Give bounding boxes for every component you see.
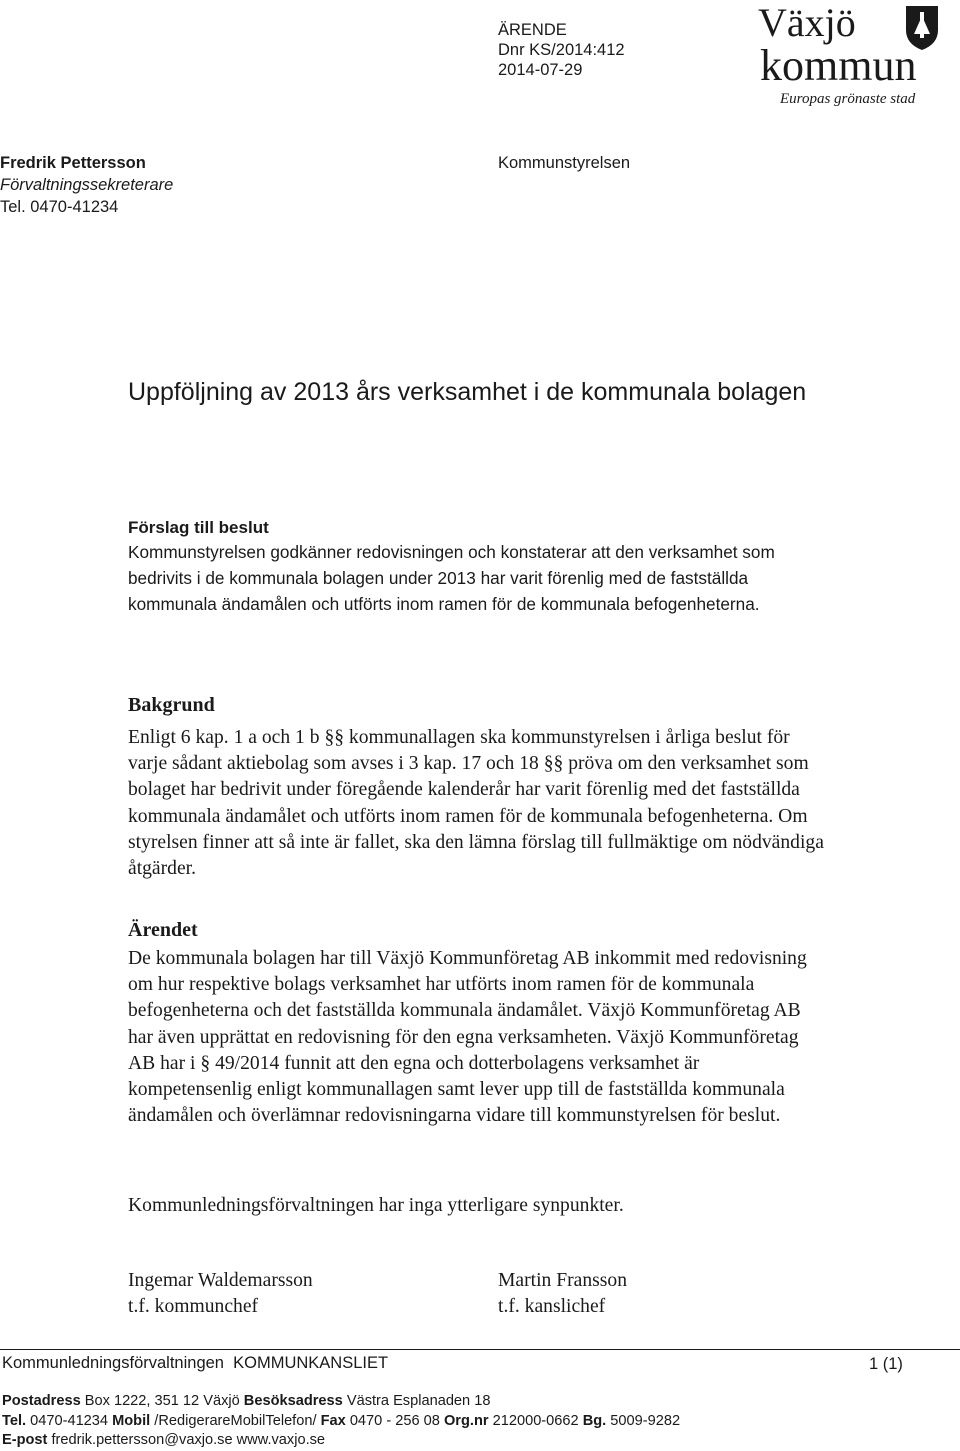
signature-name: Martin Fransson — [498, 1270, 627, 1291]
orgnr-value: 212000-0662 — [492, 1412, 579, 1429]
signature-title: t.f. kanslichef — [498, 1296, 606, 1317]
fax-value: 0470 - 256 08 — [349, 1412, 440, 1429]
sender-phone: Tel. 0470-41234 — [0, 198, 119, 216]
website-link[interactable]: www.vaxjo.se — [236, 1432, 326, 1449]
fax-label: Fax — [320, 1412, 346, 1429]
sender-name: Fredrik Pettersson — [0, 154, 146, 172]
sender-role: Förvaltningssekreterare — [0, 176, 174, 194]
background-heading: Bakgrund — [128, 694, 215, 716]
bg-label: Bg. — [582, 1412, 607, 1429]
tel-value: 0470-41234 — [30, 1412, 109, 1429]
document-header — [498, 20, 625, 80]
footer-divider — [0, 1349, 960, 1350]
footer-email-row — [2, 1431, 680, 1451]
tel-label: Tel. — [2, 1412, 27, 1429]
footer-phone-row — [2, 1412, 680, 1432]
mobile-value: /RedigerareMobilTelefon/ — [154, 1412, 317, 1429]
visit-value: Västra Esplanaden 18 — [346, 1393, 491, 1409]
postal-value: Box 1222, 351 12 Växjö — [84, 1393, 240, 1409]
logo-line1: Växjö — [758, 2, 856, 45]
logo-tagline: Europas grönaste stad — [780, 91, 916, 107]
bg-value: 5009-9282 — [610, 1412, 681, 1429]
signature-title: t.f. kommunchef — [128, 1296, 259, 1317]
page-number: 1 (1) — [869, 1355, 903, 1373]
vaxjo-kommun-logo — [756, 2, 946, 108]
footer-address-row — [2, 1392, 680, 1412]
email-label: E-post — [2, 1432, 48, 1449]
doc-date: 2014-07-29 — [498, 61, 583, 79]
visit-label: Besöksadress — [243, 1393, 343, 1409]
proposal-heading: Förslag till beslut — [128, 518, 269, 537]
postal-label: Postadress — [2, 1393, 81, 1409]
footer-contact — [2, 1392, 680, 1451]
matter-heading: Ärendet — [128, 919, 198, 941]
doc-type: ÄRENDE — [498, 21, 567, 39]
signature-2 — [498, 1268, 627, 1320]
mobile-label: Mobil — [112, 1412, 151, 1429]
sender-block — [0, 152, 173, 218]
dnr: Dnr KS/2014:412 — [498, 41, 625, 59]
orgnr-label: Org.nr — [443, 1412, 489, 1429]
no-further-comments: Kommunledningsförvaltningen har inga ytterligare synpunkter. — [128, 1195, 624, 1216]
signature-name: Ingemar Waldemarsson — [128, 1270, 313, 1291]
signature-1 — [128, 1268, 313, 1320]
proposal-text: Kommunstyrelsen godkänner redovisningen och konstaterar att den verksamhet som bedrivits i de kommunala bolagen under 2013 har varit förenlig med de fastställda kommunala ändamålen och utförts inom ramen för de kommunala befogenheterna. — [128, 542, 775, 615]
footer-org: Kommunledningsförvaltningen KOMMUNKANSLIET — [2, 1354, 389, 1372]
matter-text: De kommunala bolagen har till Växjö Kommunföretag AB inkommit med redovisning om hur respektive bolags verksamhet har utförts inom ramen för de kommunala befogenheterna och det fastställda kommunala ändamålet. Växjö Kommunföretag AB har även upprättat en redovisning för den egna verksamheten. Växjö Kommunföretag AB har i § 49/2014 funnit att den egna och dotterbolagens verksamhet är kompetensenlig enligt kommunallagen samt lever upp till de fastställda kommunala ändamålen och överlämnar redovisningarna vidare till kommunstyrelsen för beslut. — [128, 948, 807, 1127]
document-title: Uppföljning av 2013 års verksamhet i de kommunala bolagen — [128, 378, 807, 406]
recipient: Kommunstyrelsen — [498, 154, 631, 172]
email-link[interactable]: fredrik.pettersson@vaxjo.se — [51, 1432, 233, 1449]
background-text: Enligt 6 kap. 1 a och 1 b §§ kommunallagen ska kommunstyrelsen i årliga beslut för varje sådant aktiebolag som avses i 3 kap. 17 och 18 §§ pröva om den verksamhet som bolaget har bedrivit under föregående kalenderår har varit förenlig med det fastställda kommunala ändamålet och utförts inom ramen för de kommunala befogenheterna. Om styrelsen finner att så inte är fallet, ska den lämna förslag till fullmäktige om nödvändiga åtgärder. — [128, 727, 824, 880]
logo-line2: kommun — [760, 41, 917, 90]
